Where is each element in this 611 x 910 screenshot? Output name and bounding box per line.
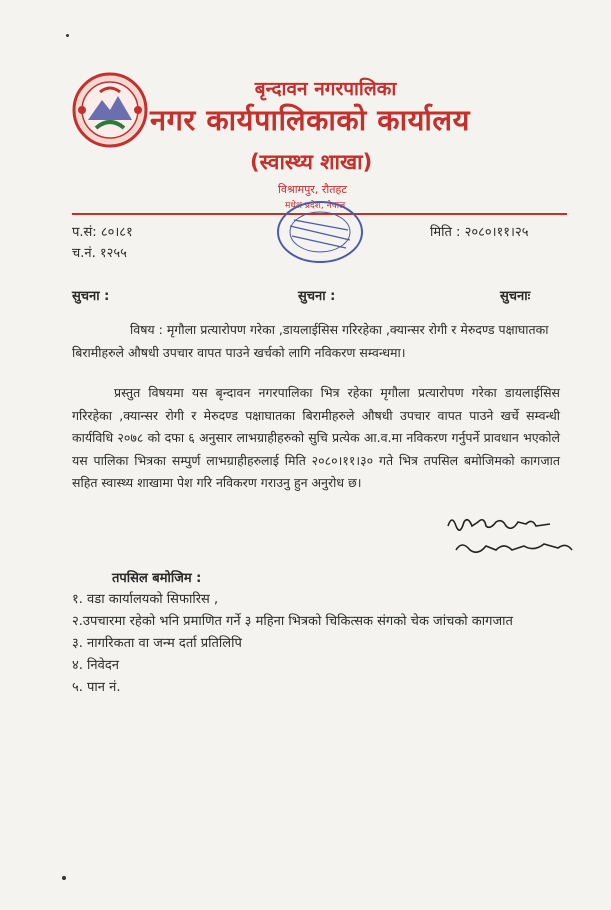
list-item: २.उपचारमा रहेको भनि प्रमाणित गर्ने ३ महिना भित्रको चिकित्सक संगको चेक जांचको कागजात [72,614,513,629]
list-item: ४. निवेदन [72,658,119,673]
reference-block [72,222,133,264]
letter-reference-number: प.सं: ८०।८१ [72,225,133,240]
address-line-1: विश्रामपुर, रौतहट [278,183,347,196]
list-item: १. वडा कार्यालयको सिफारिस , [72,592,219,607]
body-paragraph: प्रस्तुत विषयमा यस बृन्दावन नगरपालिका भित्र रहेका मृगौला प्रत्यारोपण गरेका डायलाईसिस गरिरहेका ,क्यान्सर रोगी र मेरुदण्ड पक्षाघातका बिरामीहरुले औषधी उपचार वापत पाउने खर्चे सम्वन्धी कार्यविधि २०७८ को दफा ६ अनुसार लाभग्राहीहरुको सुचि प्रत्येक आ.व.मा नविकरण गर्नुपर्ने प्रावधान भएकोले यस पालिका भित्रका सम्पुर्ण लाभग्राहीहरुलाई मिति २०८०।११।३० गते भित्र तपसिल बमोजिमको कागजात सहित स्वास्थ्य शाखामा पेश गरि नविकरण गराउनु हुन अनुरोध छ। [72,385,560,490]
required-documents-list [72,589,562,699]
handwritten-signature [440,512,580,562]
office-stamp [270,196,370,268]
scan-speck [66,34,69,37]
notice-label-left: सुचना : [72,289,110,304]
subject-line: विषय : मृगौला प्रत्यारोपण गरेका ,डायलाईसिस गरिरहेका ,क्यान्सर रोगी र मेरुदण्ड पक्षाघातका बिरामीहरुले औषधी उपचार वापत पाउने खर्चको लागि नविकरण सम्वन्धमा। [72,322,549,360]
list-title: तपसिल बमोजिम : [112,571,202,586]
office-title: नगर कार्यपालिकाको कार्यालय [150,103,470,137]
notice-label-right: सुचनाः [500,289,531,304]
municipality-name: बृन्दावन नगरपालिका [254,78,397,100]
address-line-2: मधेश प्रदेश, नेपाल [285,201,346,211]
notice-label-center: सुचना : [298,289,336,304]
branch-title: (स्वास्थ्य शाखा) [250,150,373,174]
letter-date: मिति : २०८०।११।२५ [430,225,529,240]
list-item: ३. नागरिकता वा जन्म दर्ता प्रतिलिपि [72,636,242,651]
dispatch-number: च.नं. १२५५ [72,246,127,261]
scan-speck [62,876,66,880]
list-item: ५. पान नं. [72,680,121,695]
